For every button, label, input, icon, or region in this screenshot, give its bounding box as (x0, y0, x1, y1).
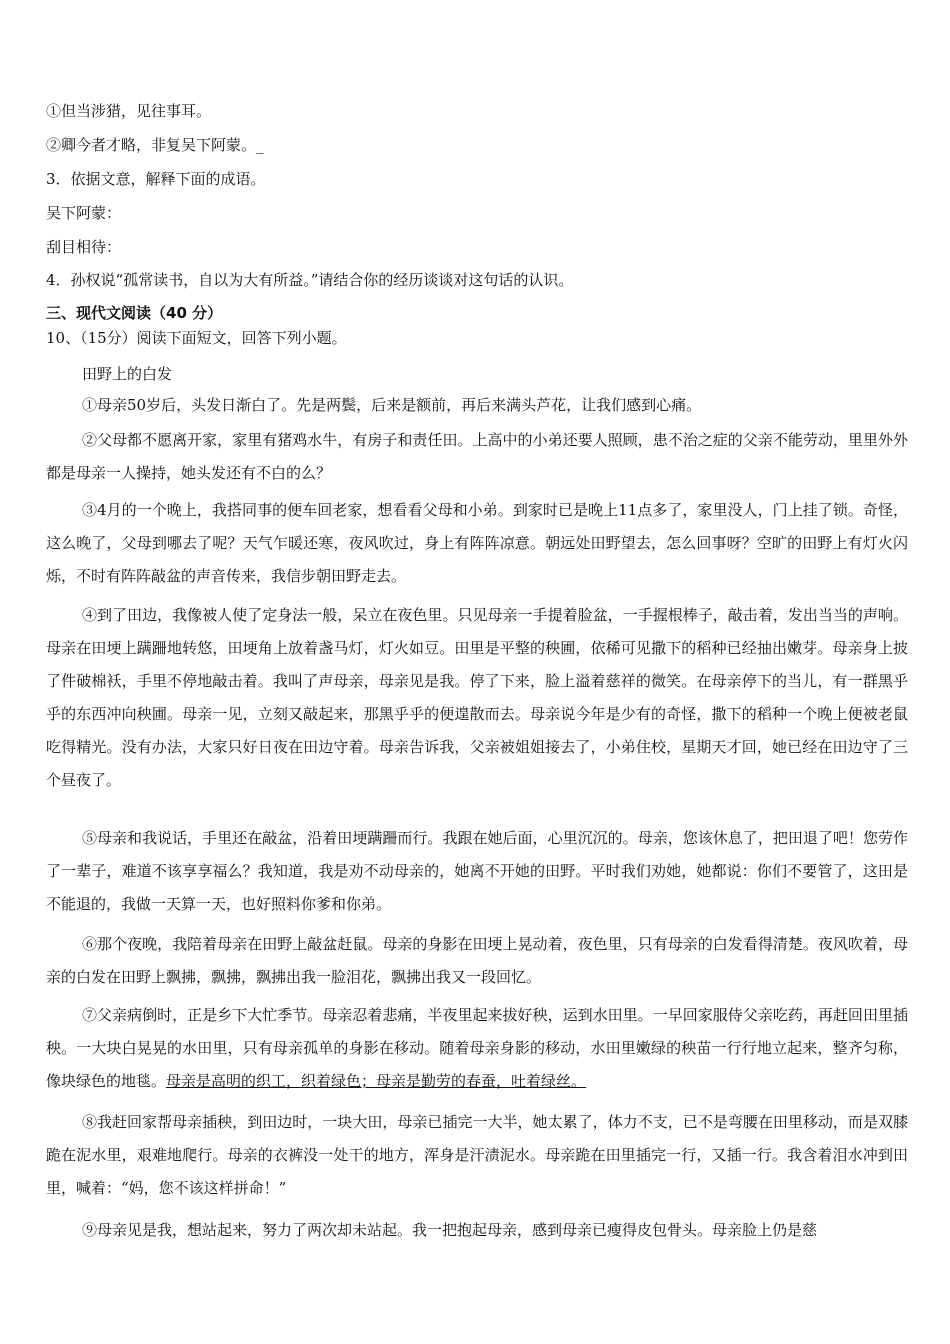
section-heading: 三、现代文阅读（40 分） (46, 304, 223, 322)
question-10-intro: 10、（15分）阅读下面短文，回答下列小题。 (46, 329, 347, 347)
question-3: 3．依据文意，解释下面的成语。 (46, 170, 266, 188)
essay-paragraph-4: ④到了田边，我像被人使了定身法一般，呆立在夜色里。只见母亲一手提着脸盆，一手握根棒子，敲击着，发出当当的声响。母亲在田埂上蹒跚地转悠，田埂角上放着盏马灯，灯火如豆。田里是平整的秧圃，依稀可见撒下的稻种已经抽出嫩芽。母亲身上披了件破棉袄，手里不停地敲击着。我叫了声母亲，母亲见是我。停了下来，脸上溢着慈祥的微笑。在母亲停下的当儿，有一群黑乎乎的东西冲向秧圃。母亲一见，立刻又敲起来，那黑乎乎的便遑散而去。母亲说今年是少有的奇怪，撒下的稻种一个晚上便被老鼠吃得精光。没有办法，大家只好日夜在田边守着。母亲告诉我，父亲被姐姐接去了，小弟住校，星期天才回，她已经在田边守了三个昼夜了。 (46, 606, 908, 789)
term-guamu-xiangdai: 刮目相待： (46, 238, 122, 256)
essay-paragraph-8: ⑧我赶回家帮母亲插秧，到田边时，一块大田，母亲已插完一大半，她太累了，体力不支，已不是弯腰在田里移动，而是双膝跪在泥水里，艰难地爬行。母亲的衣裤没一处干的地方，浑身是汗渍泥水。母亲跪在田里插完一行，又插一行。我含着泪水冲到田里，喊着：“妈，您不该这样拼命！” (46, 1113, 908, 1197)
question-sub-1: ①但当涉猎，见往事耳。 (46, 102, 212, 120)
question-sub-2: ②卿今者才略，非复吴下阿蒙。_ (46, 136, 264, 154)
essay-paragraph-7 (46, 999, 908, 1098)
essay-paragraph-9: ⑨母亲见是我，想站起来，努力了两次却未站起。我一把抱起母亲，感到母亲已瘦得皮包骨头。母亲脸上仍是慈 (82, 1221, 818, 1239)
essay-paragraph-5: ⑤母亲和我说话，手里还在敲盆，沿着田埂蹒跚而行。我跟在她后面，心里沉沉的。母亲，您该休息了，把田退了吧！您劳作了一辈子，难道不该享享福么？我知道，我是劝不动母亲的，她离不开她的田野。平时我们劝她，她都说：你们不要管了，这田是不能退的，我做一天算一天，也好照料你爹和你弟。 (46, 829, 908, 913)
essay-title: 田野上的白发 (82, 365, 173, 383)
essay-paragraph-3: ③4月的一个晚上，我搭同事的便车回老家，想看看父母和小弟。到家时已是晚上11点多了，家里没人，门上挂了锁。奇怪，这么晚了，父母到哪去了呢？天气乍暖还寒，夜风吹过，身上有阵阵凉意。朝远处田野望去，怎么回事呀？空旷的田野上有灯火闪烁，不时有阵阵敲盆的声音传来，我信步朝田野走去。 (46, 501, 908, 585)
underlined-sentence: 母亲是高明的织工，织着绿色；母亲是勤劳的春蚕，吐着绿丝。 (166, 1072, 587, 1090)
essay-paragraph-1: ①母亲50岁后，头发日渐白了。先是两鬓，后来是额前，再后来满头芦花，让我们感到心痛。 (82, 396, 702, 414)
essay-paragraph-7-text: ⑦父亲病倒时，正是乡下大忙季节。母亲忍着悲痛，半夜里起来拔好秧，运到水田里。一早回家服侍父亲吃药，再赶回田里插秧。一大块白晃晃的水田里，只有母亲孤单的身影在移动。随着母亲身影的移动，水田里嫩绿的秧苗一行行地立起来，整齐匀称，像块绿色的地毯。 (46, 1006, 908, 1090)
term-wuxia-ameng: 吴下阿蒙： (46, 204, 122, 222)
question-4: 4．孙权说“孤常读书，自以为大有所益。”请结合你的经历谈谈对这句话的认识。 (46, 271, 574, 289)
essay-paragraph-2: ②父母都不愿离开家，家里有猪鸡水牛，有房子和责任田。上高中的小弟还要人照顾，患不治之症的父亲不能劳动，里里外外都是母亲一人操持，她头发还有不白的么？ (46, 431, 908, 482)
essay-paragraph-6: ⑥那个夜晚，我陪着母亲在田野上敲盆赶鼠。母亲的身影在田埂上晃动着，夜色里，只有母亲的白发看得清楚。夜风吹着，母亲的白发在田野上飘拂，飘拂，飘拂出我一脸泪花，飘拂出我又一段回忆。 (46, 935, 908, 986)
